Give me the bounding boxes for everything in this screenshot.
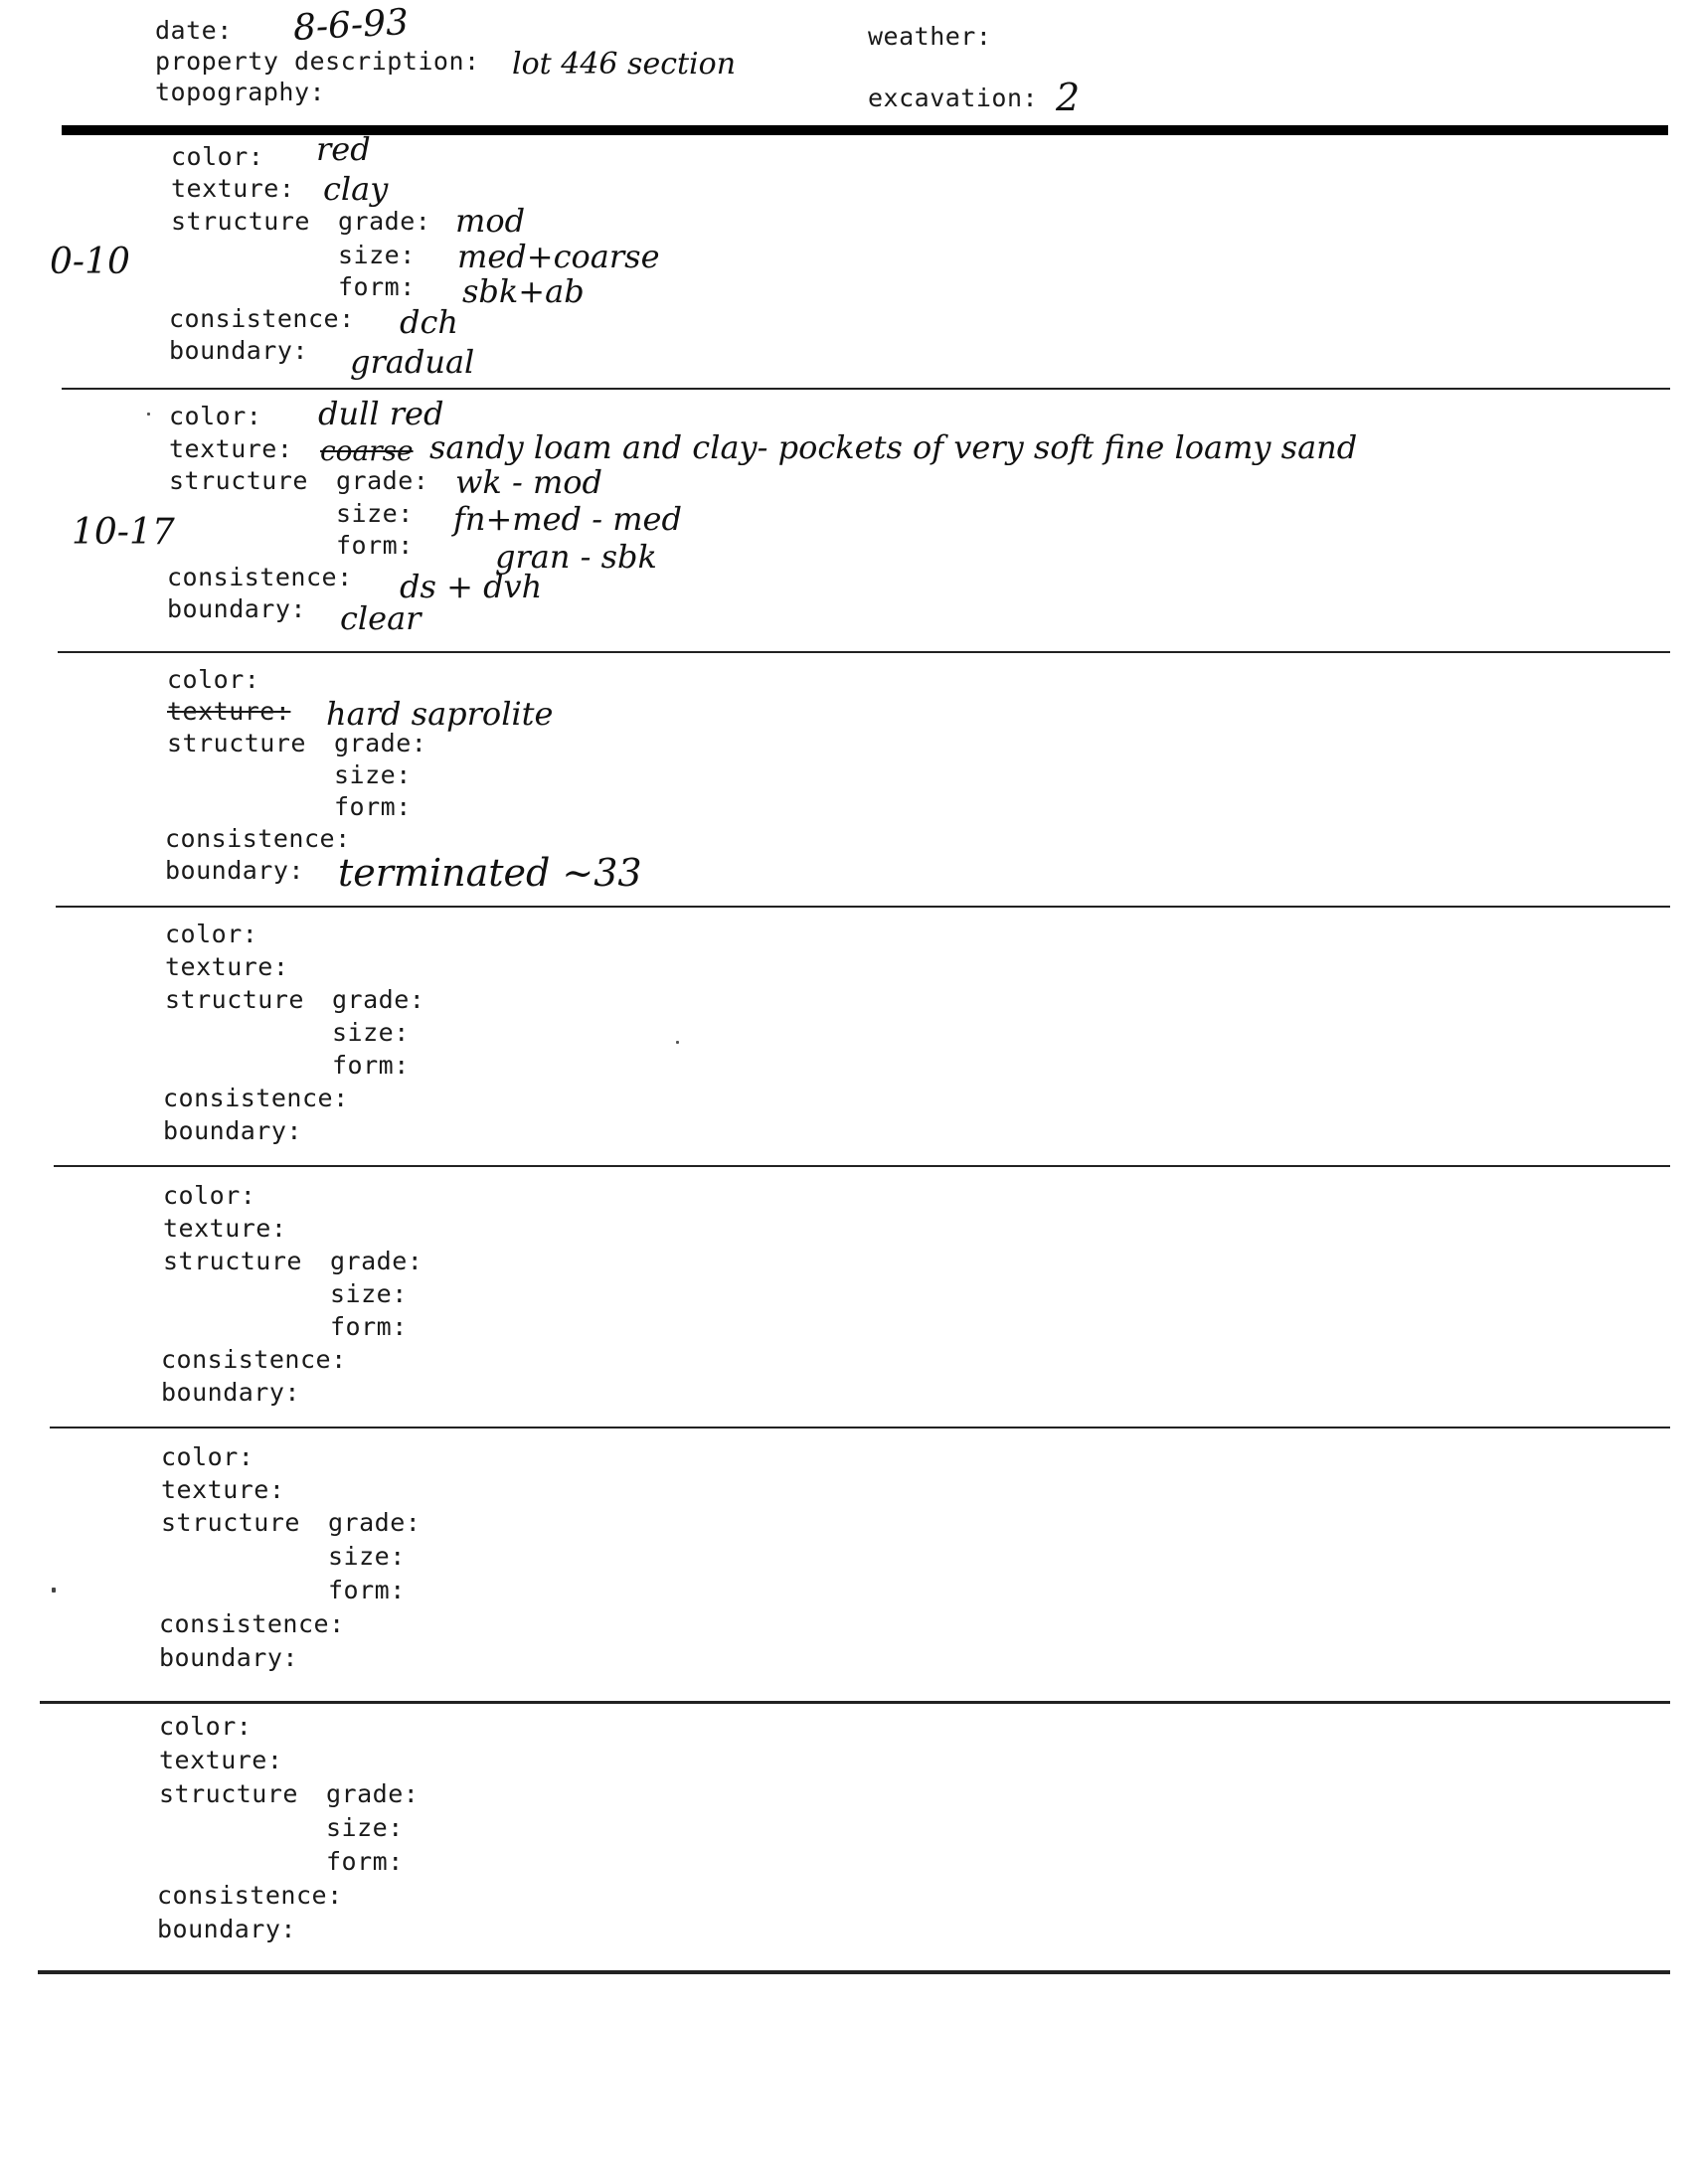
date-label: date: — [155, 16, 233, 45]
texture-value: clay — [323, 170, 389, 208]
consistence-value: ds + dvh — [400, 568, 543, 605]
texture-label: texture: — [167, 697, 291, 726]
texture-value: sandy loam and clay- pockets of very soft fine loamy sand — [429, 428, 1358, 466]
texture-label: texture: — [169, 434, 293, 463]
topography-label: topography: — [155, 78, 326, 106]
grade-label: grade: — [332, 985, 425, 1014]
property-description-label: property description: — [155, 47, 480, 76]
scan-speck — [52, 1588, 56, 1593]
weather-label: weather: — [868, 22, 992, 51]
color-label: color: — [161, 1442, 254, 1471]
color-label: color: — [169, 402, 262, 430]
form-value: sbk+ab — [462, 272, 585, 310]
size-label: size: — [338, 241, 416, 269]
texture-label: texture: — [171, 174, 295, 203]
structure-label: structure — [165, 985, 304, 1014]
form-label: form: — [336, 531, 414, 560]
horizon-divider — [38, 1970, 1670, 1974]
size-value: fn+med - med — [453, 500, 682, 538]
texture-label: texture: — [159, 1746, 283, 1774]
consistence-label: consistence: — [161, 1345, 347, 1374]
size-label: size: — [328, 1542, 406, 1571]
grade-label: grade: — [334, 729, 427, 757]
grade-label: grade: — [336, 466, 429, 495]
boundary-label: boundary: — [169, 336, 308, 365]
texture-label: texture: — [161, 1475, 285, 1504]
consistence-label: consistence: — [165, 824, 351, 853]
grade-value: wk - mod — [455, 463, 603, 501]
boundary-label: boundary: — [159, 1643, 298, 1672]
consistence-label: consistence: — [159, 1609, 345, 1638]
horizon-divider — [62, 388, 1670, 390]
consistence-label: consistence: — [157, 1881, 343, 1910]
consistence-label: consistence: — [169, 304, 355, 333]
boundary-value: clear — [340, 599, 422, 637]
depth-value: 0-10 — [50, 242, 130, 282]
horizon-divider — [56, 906, 1670, 908]
boundary-label: boundary: — [167, 594, 306, 623]
scan-speck — [676, 1041, 679, 1044]
size-value: med+coarse — [457, 238, 660, 275]
grade-label: grade: — [330, 1247, 424, 1275]
color-label: color: — [159, 1712, 253, 1741]
color-label: color: — [167, 665, 260, 694]
consistence-label: consistence: — [163, 1084, 349, 1112]
consistence-value: dch — [400, 303, 459, 341]
structure-label: structure — [163, 1247, 302, 1275]
consistence-label: consistence: — [167, 563, 353, 591]
grade-label: grade: — [326, 1779, 420, 1808]
size-label: size: — [332, 1018, 410, 1047]
grade-label: grade: — [328, 1508, 422, 1537]
grade-label: grade: — [338, 207, 431, 236]
date-value: 8-6-93 — [291, 1, 410, 50]
color-label: color: — [163, 1181, 256, 1210]
excavation-label: excavation: — [868, 84, 1039, 112]
structure-label: structure — [167, 729, 306, 757]
texture-note: hard saprolite — [326, 695, 554, 733]
property-description-value: lot 446 section — [512, 47, 737, 82]
boundary-label: boundary: — [161, 1378, 300, 1407]
scan-speck — [147, 413, 150, 416]
boundary-label: boundary: — [163, 1116, 302, 1145]
horizon-divider — [54, 1165, 1670, 1167]
form-label: form: — [334, 792, 412, 821]
form-label: form: — [338, 272, 416, 301]
horizon-divider — [40, 1701, 1670, 1704]
size-label: size: — [336, 499, 414, 528]
structure-label: structure — [161, 1508, 300, 1537]
boundary-label: boundary: — [157, 1915, 296, 1943]
form-label: form: — [328, 1576, 406, 1604]
structure-label: structure — [169, 466, 308, 495]
excavation-value: 2 — [1056, 76, 1081, 119]
texture-label: texture: — [163, 1214, 287, 1243]
color-value: dull red — [318, 395, 444, 432]
structure-label: structure — [159, 1779, 298, 1808]
header-divider — [62, 125, 1668, 135]
color-label: color: — [165, 920, 258, 948]
horizon-divider — [50, 1427, 1670, 1428]
size-label: size: — [330, 1279, 408, 1308]
form-label: form: — [332, 1051, 410, 1080]
texture-label: texture: — [165, 952, 289, 981]
form-label: form: — [330, 1312, 408, 1341]
structure-label: structure — [171, 207, 310, 236]
horizon-divider — [58, 651, 1670, 653]
color-value: red — [316, 130, 371, 168]
boundary-value: gradual — [350, 343, 475, 381]
size-label: size: — [334, 760, 412, 789]
boundary-label: boundary: — [165, 856, 304, 885]
depth-value: 10-17 — [72, 512, 175, 553]
form-value: gran - sbk — [495, 538, 657, 576]
boundary-value: terminated ~33 — [338, 851, 642, 895]
grade-value: mod — [455, 202, 526, 240]
size-label: size: — [326, 1813, 404, 1842]
form-label: form: — [326, 1847, 404, 1876]
texture-strikethrough: coarse — [320, 434, 414, 467]
color-label: color: — [171, 142, 264, 171]
